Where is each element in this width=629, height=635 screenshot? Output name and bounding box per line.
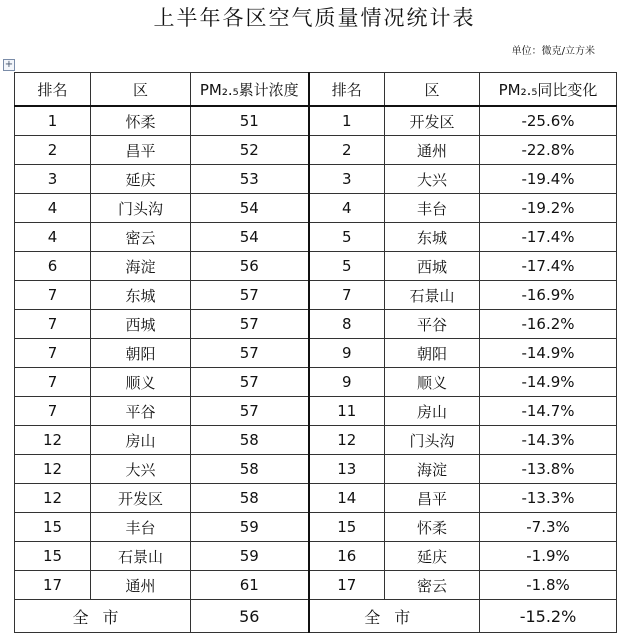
cell-rank-right: 5: [309, 223, 385, 252]
cell-rank-right: 3: [309, 165, 385, 194]
table-row: [15, 397, 617, 426]
cell-district-left: 门头沟: [91, 194, 191, 223]
cell-pm-cumulative: 59: [191, 513, 309, 542]
cell-pm-change: -14.9%: [480, 339, 617, 368]
cell-pm-cumulative: 58: [191, 455, 309, 484]
cell-district-right: 西城: [385, 252, 480, 281]
cell-pm-cumulative: 57: [191, 281, 309, 310]
cell-district-right: 石景山: [385, 281, 480, 310]
table-row: [15, 542, 617, 571]
cell-district-right: 延庆: [385, 542, 480, 571]
cell-pm-cumulative: 59: [191, 542, 309, 571]
header-pm-change: PM₂.₅同比变化: [480, 73, 617, 107]
cell-rank-right: 9: [309, 368, 385, 397]
table-row: [15, 426, 617, 455]
cell-rank-right: 16: [309, 542, 385, 571]
cell-district-right: 大兴: [385, 165, 480, 194]
total-value-left: 56: [191, 600, 309, 633]
cell-rank-left: 12: [15, 426, 91, 455]
cell-pm-change: -14.3%: [480, 426, 617, 455]
cell-pm-change: -25.6%: [480, 106, 617, 136]
cell-district-left: 朝阳: [91, 339, 191, 368]
cell-pm-cumulative: 54: [191, 194, 309, 223]
cell-rank-left: 15: [15, 542, 91, 571]
cell-district-right: 东城: [385, 223, 480, 252]
table-row: [15, 339, 617, 368]
cell-rank-right: 1: [309, 106, 385, 136]
total-row: [15, 600, 617, 633]
cell-rank-right: 17: [309, 571, 385, 600]
cell-rank-left: 7: [15, 339, 91, 368]
table-row: [15, 513, 617, 542]
cell-pm-cumulative: 54: [191, 223, 309, 252]
cell-pm-change: -7.3%: [480, 513, 617, 542]
cell-pm-change: -17.4%: [480, 223, 617, 252]
cell-rank-right: 15: [309, 513, 385, 542]
cell-district-right: 房山: [385, 397, 480, 426]
cell-district-right: 开发区: [385, 106, 480, 136]
cell-rank-left: 6: [15, 252, 91, 281]
cell-pm-cumulative: 51: [191, 106, 309, 136]
cell-rank-left: 1: [15, 106, 91, 136]
total-label-right: 全市: [309, 600, 480, 633]
cell-rank-right: 13: [309, 455, 385, 484]
cell-pm-cumulative: 57: [191, 339, 309, 368]
cell-rank-right: 11: [309, 397, 385, 426]
cell-pm-change: -22.8%: [480, 136, 617, 165]
cell-rank-left: 4: [15, 194, 91, 223]
total-label-left: 全市: [15, 600, 191, 633]
cell-district-right: 海淀: [385, 455, 480, 484]
cell-district-left: 大兴: [91, 455, 191, 484]
table-row: [15, 106, 617, 136]
cell-pm-change: -17.4%: [480, 252, 617, 281]
cell-district-left: 平谷: [91, 397, 191, 426]
cell-rank-right: 12: [309, 426, 385, 455]
cell-district-right: 通州: [385, 136, 480, 165]
total-value-right: -15.2%: [480, 600, 617, 633]
cell-pm-change: -13.8%: [480, 455, 617, 484]
cell-pm-change: -14.7%: [480, 397, 617, 426]
cell-rank-left: 17: [15, 571, 91, 600]
cell-rank-right: 2: [309, 136, 385, 165]
cell-district-left: 海淀: [91, 252, 191, 281]
cell-pm-change: -19.2%: [480, 194, 617, 223]
cell-district-right: 丰台: [385, 194, 480, 223]
cell-district-right: 密云: [385, 571, 480, 600]
cell-district-left: 密云: [91, 223, 191, 252]
cell-district-left: 房山: [91, 426, 191, 455]
cell-pm-cumulative: 58: [191, 426, 309, 455]
cell-rank-left: 7: [15, 397, 91, 426]
cell-rank-right: 5: [309, 252, 385, 281]
table-move-handle-icon[interactable]: +: [4, 59, 14, 70]
cell-rank-right: 9: [309, 339, 385, 368]
cell-rank-right: 8: [309, 310, 385, 339]
table-row: [15, 194, 617, 223]
cell-pm-change: -13.3%: [480, 484, 617, 513]
cell-rank-right: 4: [309, 194, 385, 223]
cell-rank-left: 12: [15, 484, 91, 513]
cell-district-right: 怀柔: [385, 513, 480, 542]
table-row: [15, 455, 617, 484]
cell-pm-change: -1.9%: [480, 542, 617, 571]
cell-district-left: 顺义: [91, 368, 191, 397]
cell-rank-right: 14: [309, 484, 385, 513]
unit-label: 单位：微克/立方米: [511, 46, 595, 57]
cell-pm-change: -19.4%: [480, 165, 617, 194]
table-row: [15, 223, 617, 252]
cell-pm-change: -14.9%: [480, 368, 617, 397]
table-row: [15, 252, 617, 281]
cell-rank-right: 7: [309, 281, 385, 310]
cell-district-left: 东城: [91, 281, 191, 310]
header-district-right: 区: [385, 73, 480, 107]
table-body: [15, 106, 617, 600]
cell-rank-left: 3: [15, 165, 91, 194]
cell-pm-change: -1.8%: [480, 571, 617, 600]
table-row: [15, 368, 617, 397]
cell-pm-cumulative: 52: [191, 136, 309, 165]
cell-district-left: 丰台: [91, 513, 191, 542]
cell-district-right: 昌平: [385, 484, 480, 513]
cell-district-left: 石景山: [91, 542, 191, 571]
air-quality-table: [14, 72, 617, 633]
cell-rank-left: 4: [15, 223, 91, 252]
cell-district-right: 门头沟: [385, 426, 480, 455]
cell-rank-left: 12: [15, 455, 91, 484]
cell-district-left: 开发区: [91, 484, 191, 513]
header-rank-right: 排名: [309, 73, 385, 107]
page-title: 上半年各区空气质量情况统计表: [153, 6, 476, 30]
header-pm-cumulative: PM₂.₅累计浓度: [191, 73, 309, 107]
cell-pm-cumulative: 61: [191, 571, 309, 600]
cell-pm-cumulative: 58: [191, 484, 309, 513]
table-row: [15, 484, 617, 513]
table-row: [15, 136, 617, 165]
cell-rank-left: 2: [15, 136, 91, 165]
table-row: [15, 571, 617, 600]
cell-pm-change: -16.9%: [480, 281, 617, 310]
cell-pm-cumulative: 57: [191, 397, 309, 426]
cell-rank-left: 7: [15, 281, 91, 310]
cell-rank-left: 7: [15, 310, 91, 339]
table-row: [15, 281, 617, 310]
cell-district-left: 西城: [91, 310, 191, 339]
cell-district-right: 朝阳: [385, 339, 480, 368]
cell-district-left: 昌平: [91, 136, 191, 165]
cell-district-right: 顺义: [385, 368, 480, 397]
cell-district-right: 平谷: [385, 310, 480, 339]
cell-pm-cumulative: 56: [191, 252, 309, 281]
table-row: [15, 310, 617, 339]
cell-district-left: 延庆: [91, 165, 191, 194]
header-row: [15, 73, 617, 107]
table-row: [15, 165, 617, 194]
header-rank-left: 排名: [15, 73, 91, 107]
header-district-left: 区: [91, 73, 191, 107]
cell-district-left: 怀柔: [91, 106, 191, 136]
cell-pm-cumulative: 57: [191, 368, 309, 397]
cell-pm-cumulative: 53: [191, 165, 309, 194]
cell-pm-cumulative: 57: [191, 310, 309, 339]
cell-rank-left: 15: [15, 513, 91, 542]
cell-rank-left: 7: [15, 368, 91, 397]
cell-pm-change: -16.2%: [480, 310, 617, 339]
cell-district-left: 通州: [91, 571, 191, 600]
